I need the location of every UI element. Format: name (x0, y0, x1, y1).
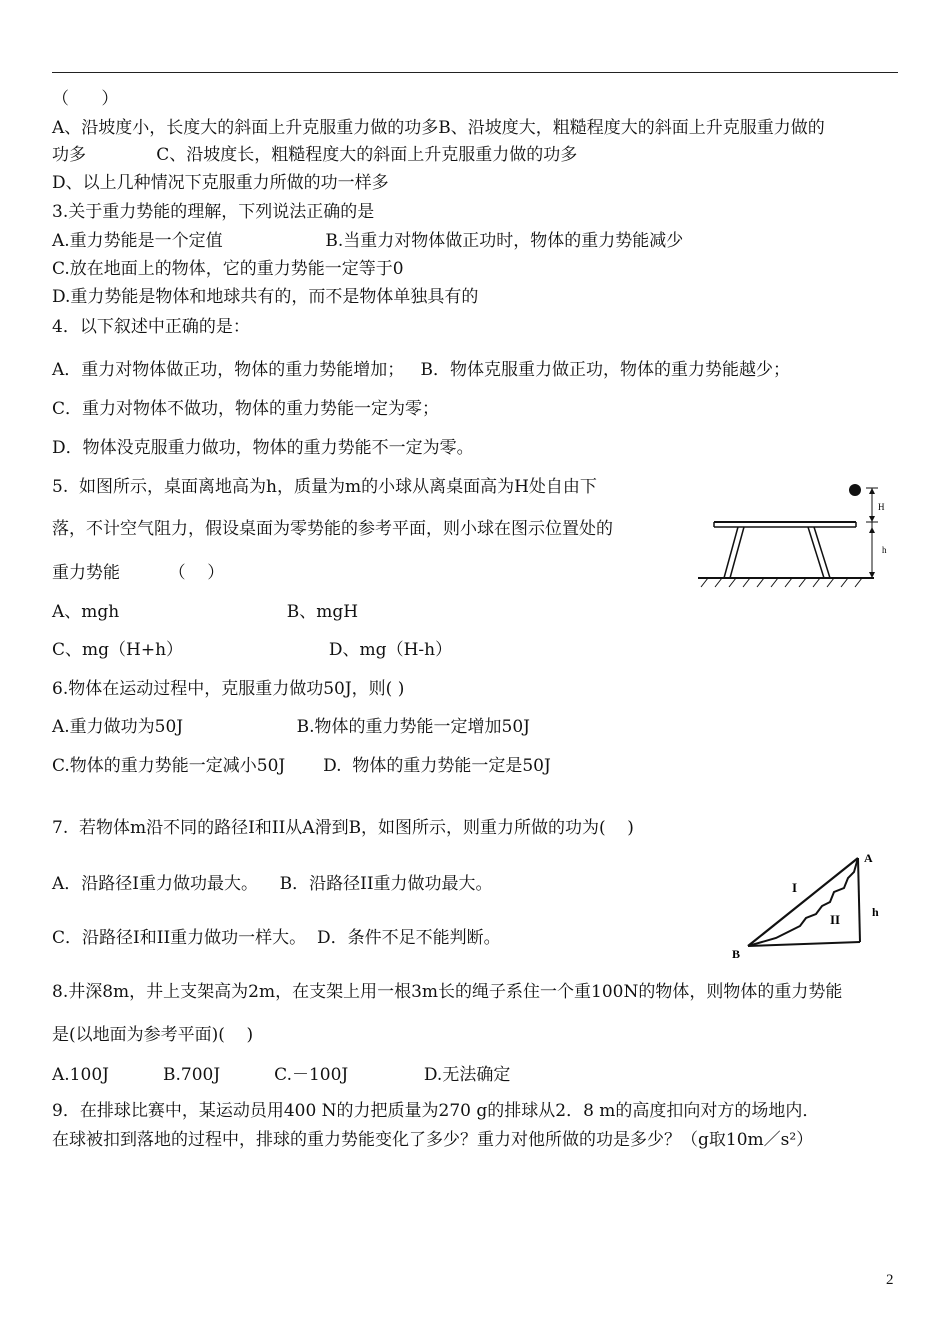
question-7: 7. 若物体m沿不同的路径I和II从A滑到B，如图所示，则重力所做的功为( ) (52, 818, 634, 838)
question-6: 6.物体在运动过程中，克服重力做功50J，则( ) (52, 679, 405, 699)
question-3: 3.关于重力势能的理解，下列说法正确的是 (52, 202, 375, 222)
q4-options-ab: A．重力对物体做正功，物体的重力势能增加； B．物体克服重力做正功，物体的重力势能越少； (52, 360, 790, 380)
question-5-line-1: 5. 如图所示，桌面离地高为h，质量为m的小球从离桌面高为H处自由下 (52, 477, 597, 497)
page-number: 2 (886, 1272, 894, 1288)
text-line-2: A、沿坡度小，长度大的斜面上升克服重力做的功多B、沿坡度大，粗糙程度大的斜面上升克服重力做的 (52, 118, 825, 138)
q6-options-cd: C.物体的重力势能一定减小50J D. 物体的重力势能一定是50J (52, 756, 551, 776)
q4-option-c: C．重力对物体不做功，物体的重力势能一定为零； (52, 399, 440, 419)
q5-options-cd: C、mg（H+h） D、mg（H-h） (52, 640, 453, 660)
table-ball-figure (698, 478, 894, 592)
text-line-1: （ ） (52, 89, 119, 109)
q7-options-ab: A．沿路径I重力做功最大。 B．沿路径II重力做功最大。 (52, 874, 493, 894)
q5-options-ab: A、mgh B、mgH (52, 602, 359, 622)
label-height: h (872, 905, 879, 919)
ball-icon (849, 484, 861, 496)
header-rule (52, 72, 898, 73)
label-A: A (864, 851, 873, 865)
question-8-line-2: 是(以地面为参考平面)( ) (52, 1025, 254, 1045)
q6-options-ab: A.重力做功为50J B.物体的重力势能一定增加50J (52, 717, 530, 737)
q7-options-cd: C．沿路径I和II重力做功一样大。 D．条件不足不能判断。 (52, 928, 501, 948)
question-9-line-1: 9．在排球比赛中，某运动员用400 N的力把质量为270 g的排球从2．8 m的高度扣向对方的场地内． (52, 1101, 820, 1121)
label-path-II: II (830, 912, 841, 927)
text-line-4: D、以上几种情况下克服重力所做的功一样多 (52, 173, 389, 193)
question-8-line-1: 8.井深8m，井上支架高为2m，在支架上用一根3m长的绳子系住一个重100N的物体，则物体的重力势能 (52, 982, 843, 1002)
label-path-I: I (792, 880, 798, 895)
path-figure (726, 844, 886, 964)
q4-option-d: D．物体没克服重力做功，物体的重力势能不一定为零。 (52, 438, 474, 458)
question-4: 4．以下叙述中正确的是： (52, 317, 250, 337)
q8-options: A.100J B.700J C.－100J D.无法确定 (52, 1065, 511, 1085)
question-5-line-3: 重力势能 （ ） (52, 563, 225, 583)
q3-option-c: C.放在地面上的物体，它的重力势能一定等于0 (52, 259, 404, 279)
question-9-line-2: 在球被扣到落地的过程中，排球的重力势能变化了多少？重力对他所做的功是多少？（g取10m／s²） (52, 1130, 814, 1150)
q3-option-d: D.重力势能是物体和地球共有的，而不是物体单独具有的 (52, 287, 479, 307)
label-H: H (878, 502, 885, 512)
label-B: B (732, 947, 741, 961)
question-5-line-2: 落，不计空气阻力，假设桌面为零势能的参考平面，则小球在图示位置处的 (52, 519, 613, 539)
q3-options-ab: A.重力势能是一个定值 B.当重力对物体做正功时，物体的重力势能减少 (52, 231, 684, 251)
label-h: h (882, 545, 887, 555)
text-line-3: 功多 C、沿坡度长，粗糙程度大的斜面上升克服重力做的功多 (52, 145, 578, 165)
